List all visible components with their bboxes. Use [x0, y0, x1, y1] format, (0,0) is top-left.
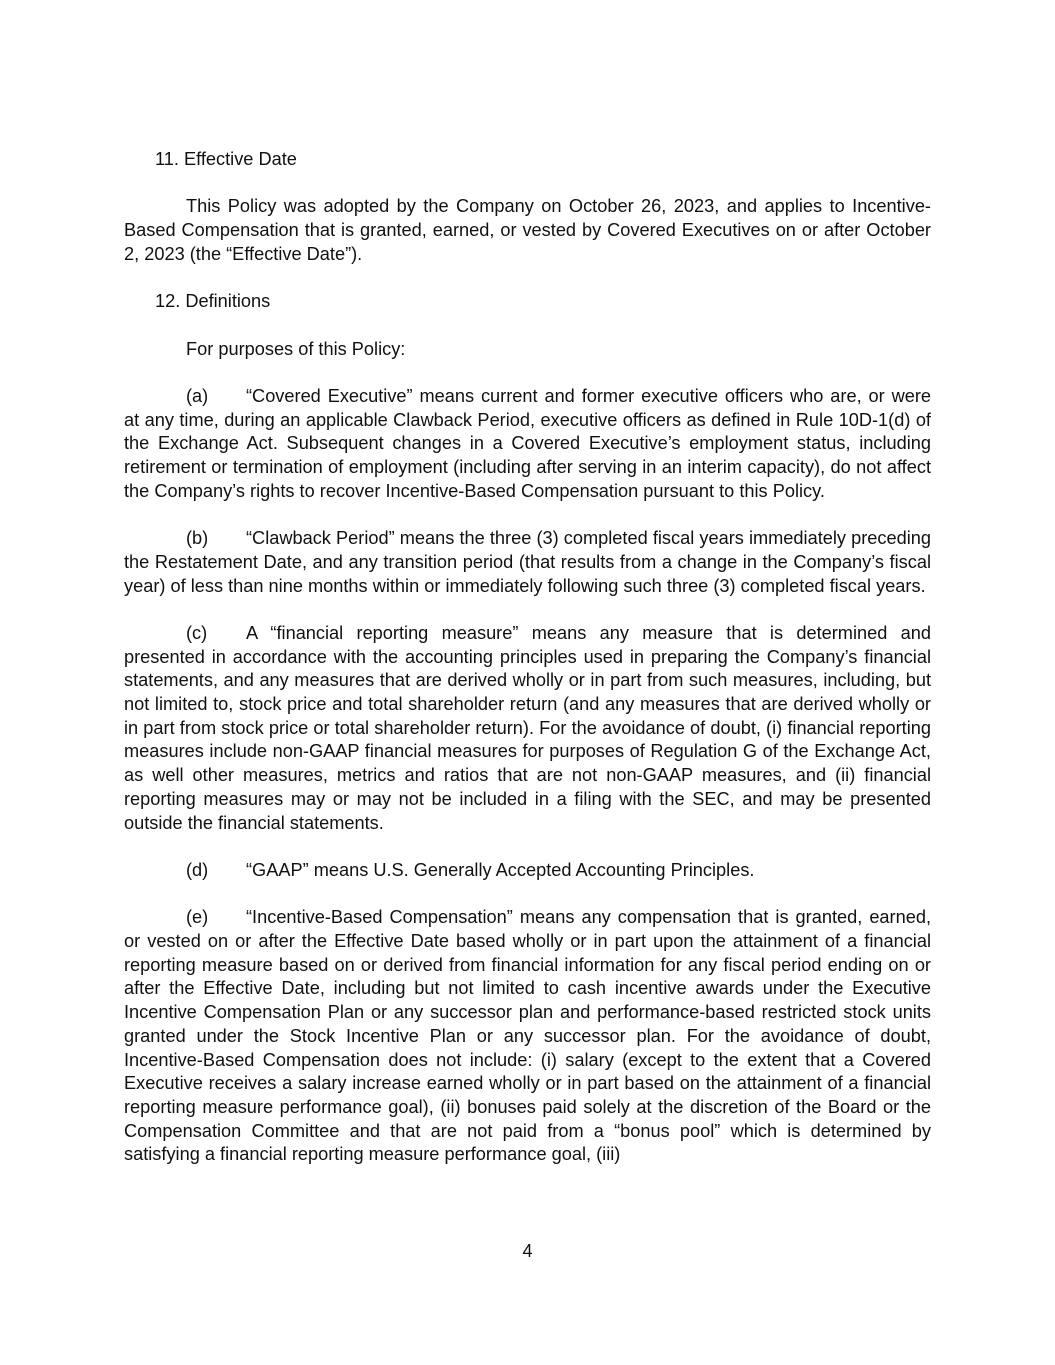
definition-text: “GAAP” means U.S. Generally Accepted Accounting Principles. [246, 859, 755, 880]
definition-text: “Incentive-Based Compensation” means any compensation that is granted, earned, or vested on or after the Effective Date based wholly or in part upon the attainment of a financial reporting measure based on or derived from financial information for any fiscal period ending on or after the Effective Date, including but not limited to cash incentive awards under the Executive Incentive Compensation Plan or any successor plan and performance-based restricted stock units granted under the Stock Incentive Plan or any successor plan. For the avoidance of doubt, Incentive-Based Compensation does not include: (i) salary (except to the extent that a Covered Executive receives a salary increase earned wholly or in part based on the attainment of a financial reporting measure performance goal), (ii) bonuses paid solely at the discretion of the Board or the Compensation Committee and that are not paid from a “bonus pool” which is determined by satisfying a financial reporting measure performance goal, (iii) [124, 907, 931, 1165]
definition-text: A “financial reporting measure” means any measure that is determined and presented in accordance with the accounting principles used in preparing the Company’s financial statements, and any measures that are derived wholly or in part from such measures, including, but not limited to, stock price and total shareholder return (and any measures that are derived wholly or in part from stock price or total shareholder return). For the avoidance of doubt, (i) financial reporting measures include non-GAAP financial measures for purposes of Regulation G of the Exchange Act, as well other measures, metrics and ratios that are not non-GAAP measures, and (ii) financial reporting measures may or may not be included in a filing with the SEC, and may be presented outside the financial statements. [124, 622, 931, 833]
definition-label: (a) [186, 385, 209, 406]
definition-text: “Covered Executive” means current and former executive officers who are, or were at any time, during an applicable Clawback Period, executive officers as defined in Rule 10D-1(d) of the Exchange Act. Subsequent changes in a Covered Executive’s employment status, including retirement or termination of employment (including after serving in an interim capacity), do not affect the Company’s rights to recover Incentive-Based Compensation pursuant to this Policy. [124, 385, 931, 501]
document-page [124, 148, 931, 1191]
definitions-intro: For purposes of this Policy: [186, 338, 406, 359]
definition-gaap [124, 859, 931, 883]
definition-covered-executive [124, 385, 931, 504]
definition-financial-reporting-measure [124, 622, 931, 835]
definition-text: “Clawback Period” means the three (3) completed fiscal years immediately preceding the Restatement Date, and any transition period (that results from a change in the Company’s fiscal year) of less than nine months within or immediately following such three (3) completed fiscal years. [124, 528, 931, 596]
effective-date-paragraph: This Policy was adopted by the Company on October 26, 2023, and applies to Incentive-Based Compensation that is granted, earned, or vested by Covered Executives on or after October 2, 2023 (the “Effective Date”). [124, 196, 931, 264]
definition-label: (b) [186, 528, 209, 549]
definition-label: (d) [186, 859, 209, 880]
definition-incentive-based-compensation [124, 906, 931, 1167]
definition-label: (c) [186, 622, 208, 643]
definition-label: (e) [186, 907, 209, 928]
section-heading-effective-date: 11. Effective Date [155, 149, 297, 169]
definition-clawback-period [124, 527, 931, 598]
section-heading-definitions: 12. Definitions [155, 291, 271, 312]
page-number: 4 [522, 1241, 533, 1261]
